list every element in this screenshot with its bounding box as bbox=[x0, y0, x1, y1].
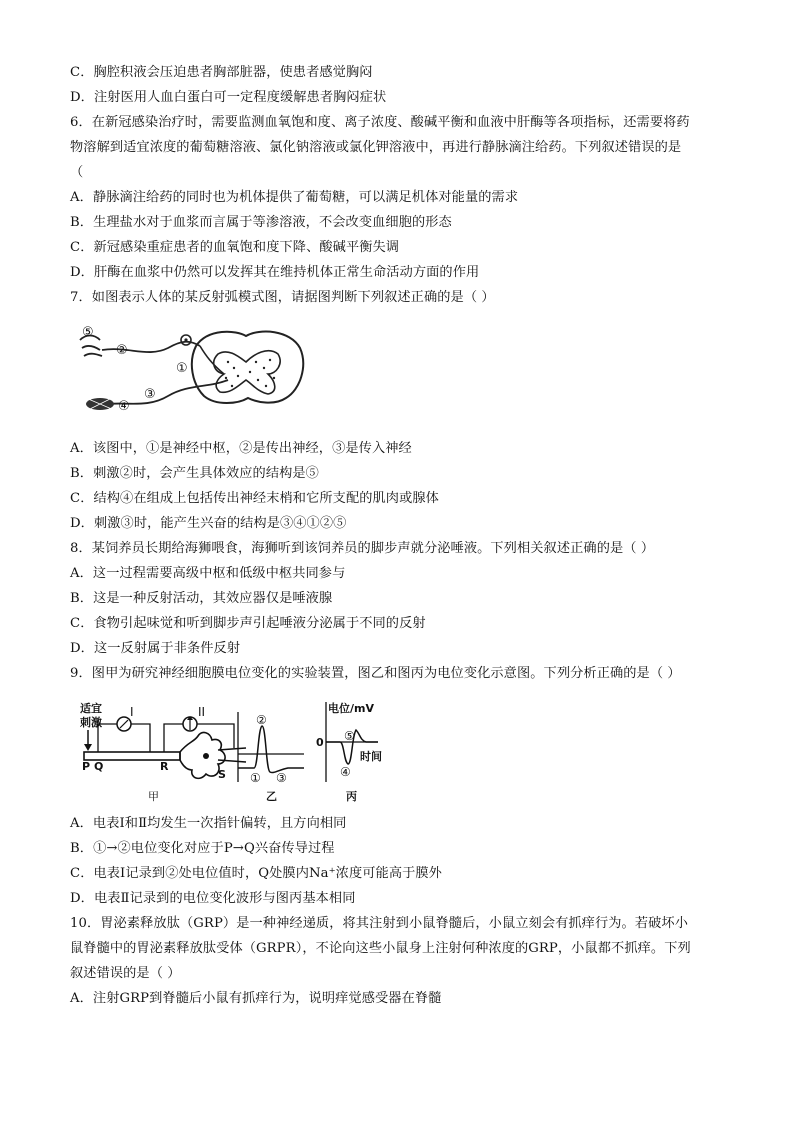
text-line: 鼠脊髓中的胃泌素释放肽受体（GRPR），不论向这些小鼠身上注射何种浓度的GRP，小鼠都不抓痒。下列 bbox=[70, 941, 691, 956]
label-5: ⑤ bbox=[82, 325, 94, 340]
question-9-stem: 9．图甲为研究神经细胞膜电位变化的实验装置，图乙和图丙为电位变化示意图。下列分析正确的是（ ） bbox=[70, 666, 681, 681]
label-3: ③ bbox=[144, 387, 156, 402]
point-q: Q bbox=[94, 760, 104, 773]
caption-jia: 甲 bbox=[148, 790, 159, 803]
question-7-stem: 7．如图表示人体的某反射弧模式图，请据图判断下列叙述正确的是（ ） bbox=[70, 290, 495, 305]
option-a: A．静脉滴注给药的同时也为机体提供了葡萄糖，可以满足机体对能量的需求 bbox=[70, 190, 519, 205]
yi-mark-1: ① bbox=[250, 771, 261, 785]
stimulus-label: 刺激 bbox=[80, 716, 102, 729]
option-c: C．结构④在组成上包括传出神经末梢和它所支配的肌肉或腺体 bbox=[70, 491, 439, 506]
label-4: ④ bbox=[118, 399, 130, 414]
reflex-arc-figure bbox=[78, 318, 308, 418]
option-d: D．肝酶在血浆中仍然可以发挥其在维持机体正常生命活动方面的作用 bbox=[70, 265, 480, 280]
option-d: D．这一反射属于非条件反射 bbox=[70, 641, 241, 656]
option-b: B．生理盐水对于血浆而言属于等渗溶液，不会改变血细胞的形态 bbox=[70, 215, 452, 230]
label-2: ② bbox=[116, 343, 128, 358]
membrane-potential-figure bbox=[78, 698, 423, 804]
option-b: B．这是一种反射活动，其效应器仅是唾液腺 bbox=[70, 591, 333, 606]
option-a: A．注射GRP到脊髓后小鼠有抓痒行为，说明痒觉感受器在脊髓 bbox=[70, 991, 442, 1006]
bing-xlabel: 时间 bbox=[360, 750, 382, 763]
point-r: R bbox=[160, 760, 169, 773]
option-a: A．这一过程需要高级中枢和低级中枢共同参与 bbox=[70, 566, 346, 581]
text-line: 物溶解到适宜浓度的葡萄糖溶液、氯化钠溶液或氯化钾溶液中，再进行静脉滴注给药。下列叙述错误的是 bbox=[70, 140, 682, 155]
label-1: ① bbox=[176, 361, 188, 376]
question-10-stem: 10．胃泌素释放肽（GRP）是一种神经递质，将其注射到小鼠脊髓后，小鼠立刻会有抓痒行为。若破坏小 bbox=[70, 916, 688, 931]
question-6-stem: 6．在新冠感染治疗时，需要监测血氧饱和度、离子浓度、酸碱平衡和血液中肝酶等各项指标，还需要将药 bbox=[70, 115, 690, 130]
question-8-stem: 8．某饲养员长期给海狮喂食，海狮听到该饲养员的脚步声就分泌唾液。下列相关叙述正确的是（ ） bbox=[70, 541, 655, 556]
option-b: B．刺激②时，会产生具体效应的结构是⑤ bbox=[70, 466, 319, 481]
option-a: A．该图中，①是神经中枢，②是传出神经，③是传入神经 bbox=[70, 441, 412, 456]
bing-mark-4: ④ bbox=[340, 765, 351, 779]
bing-zero: 0 bbox=[316, 736, 324, 749]
text-line: C．胸腔积液会压迫患者胸部脏器，使患者感觉胸闷 bbox=[70, 65, 373, 80]
option-d: D．刺激③时，能产生兴奋的结构是③④①②⑤ bbox=[70, 516, 347, 531]
option-c: C．电表Ⅰ记录到②处电位值时，Q处膜内Na⁺浓度可能高于膜外 bbox=[70, 866, 442, 881]
option-c: C．新冠感染重症患者的血氧饱和度下降、酸碱平衡失调 bbox=[70, 240, 400, 255]
bing-ylabel: 电位/mV bbox=[328, 702, 374, 715]
stimulus-label: 适宜 bbox=[80, 702, 102, 715]
option-d: D．电表Ⅱ记录到的电位变化波形与图丙基本相同 bbox=[70, 891, 356, 906]
option-b: B．①→②电位变化对应于P→Q兴奋传导过程 bbox=[70, 841, 335, 856]
yi-mark-3: ③ bbox=[276, 771, 287, 785]
text-line: （ bbox=[70, 165, 84, 180]
meter-2-label: II bbox=[198, 705, 206, 719]
option-a: A．电表Ⅰ和Ⅱ均发生一次指针偏转，且方向相同 bbox=[70, 816, 347, 831]
bing-mark-5: ⑤ bbox=[344, 729, 355, 743]
text-line: D．注射医用人血白蛋白可一定程度缓解患者胸闷症状 bbox=[70, 90, 387, 105]
yi-mark-2: ② bbox=[256, 713, 267, 727]
caption-yi: 乙 bbox=[266, 790, 277, 803]
point-s: S bbox=[218, 768, 226, 781]
text-line: 叙述错误的是（ ） bbox=[70, 966, 181, 981]
meter-1-label: I bbox=[130, 705, 134, 719]
point-p: P bbox=[82, 760, 91, 773]
option-c: C．食物引起味觉和听到脚步声引起唾液分泌属于不同的反射 bbox=[70, 616, 426, 631]
caption-bing: 丙 bbox=[346, 790, 357, 803]
